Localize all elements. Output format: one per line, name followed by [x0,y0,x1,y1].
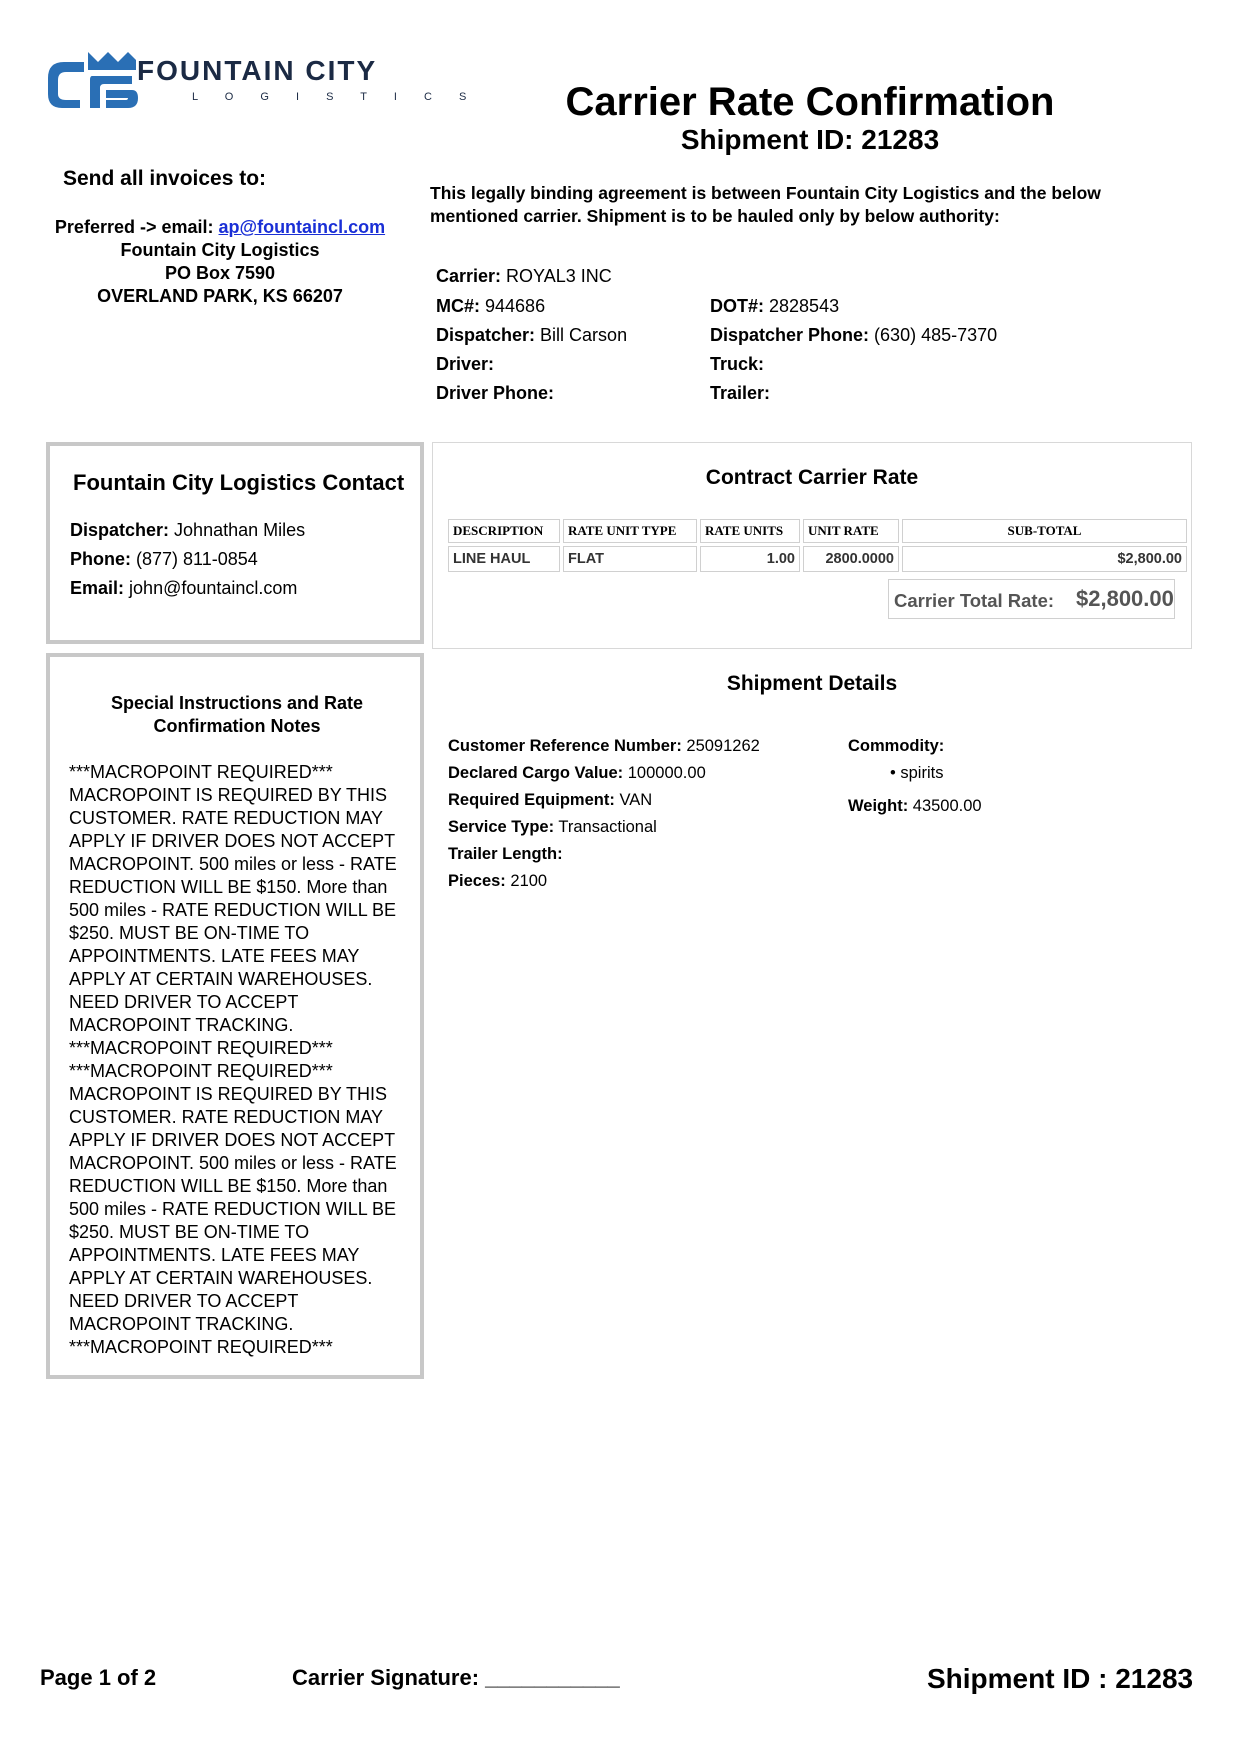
carrier-dispatcher-value: Bill Carson [540,325,628,345]
truck-line: Truck: [710,354,765,374]
col-rate-units: RATE UNITS [700,519,800,543]
details-title: Shipment Details [726,672,898,695]
preferred-label: Preferred -> email: [54,217,214,237]
cell-unit-rate: 2800.0000 [803,546,899,572]
cell-description: LINE HAUL [448,546,560,572]
invoice-email-link[interactable]: ap@fountaincl.com [218,217,386,237]
rate-header-row [448,519,1187,543]
logo-subtitle: L O G I S T I C S [192,91,479,103]
carrier-value: ROYAL3 INC [506,266,612,286]
mc-line: MC#: 944686 [436,296,546,316]
equipment-line: Required Equipment: VAN [448,791,653,809]
col-description: DESCRIPTION [448,519,560,543]
trailer-length-line: Trailer Length: [448,845,563,863]
service-type-line: Service Type: Transactional [448,818,657,836]
dot-value: 2828543 [769,296,840,316]
weight-line: Weight: 43500.00 [848,797,982,815]
cargo-value-line: Declared Cargo Value: 100000.00 [448,764,706,782]
rate-table [445,516,1190,575]
driver-phone-line: Driver Phone: [436,383,555,403]
notes-text: ***MACROPOINT REQUIRED*** MACROPOINT IS REQUIRED BY THIS CUSTOMER. RATE REDUCTION MAY APPLY IF DRIVER DOES NOT ACCEPT MACROPOINT. 500 miles or less - RATE REDUCTION WILL BE $150. More than 500 miles - RATE REDUCTION WILL BE $250. MUST BE ON-TIME TO APPOINTMENTS. LATE FEES MAY APPLY AT CERTAIN WAREHOUSES. NEED DRIVER TO ACCEPT MACROPOINT TRACKING. ***MACROPOINT REQUIRED*** ***MACROPOINT REQUIRED*** MACROPOINT IS REQUIRED BY THIS CUSTOMER. RATE REDUCTION MAY APPLY IF DRIVER DOES NOT ACCEPT MACROPOINT. 500 miles or less - RATE REDUCTION WILL BE $150. More than 500 miles - RATE REDUCTION WILL BE $250. MUST BE ON-TIME TO APPOINTMENTS. LATE FEES MAY APPLY AT CERTAIN WAREHOUSES. NEED DRIVER TO ACCEPT MACROPOINT TRACKING. ***MACROPOINT REQUIRED*** [69,762,397,1357]
invoice-po-box: PO Box 7590 [164,263,276,283]
carrier-dispatcher-line: Dispatcher: Bill Carson [436,325,628,345]
page-number: Page 1 of 2 [40,1665,157,1690]
invoice-city: OVERLAND PARK, KS 66207 [97,286,343,306]
col-rate-unit-type: RATE UNIT TYPE [563,519,697,543]
col-subtotal: SUB-TOTAL [902,519,1187,543]
cell-unit-type: FLAT [563,546,697,572]
trailer-line: Trailer: [710,383,771,403]
dispatcher-phone-value: (630) 485-7370 [874,325,998,345]
mc-value: 944686 [485,296,546,316]
contact-title: Fountain City Logistics Contact [73,470,405,495]
dot-line: DOT#: 2828543 [710,296,840,316]
pieces-line: Pieces: 2100 [448,872,548,890]
agreement-text: This legally binding agreement is between Fountain City Logistics and the below mentioned carrier. Shipment is to be hauled only by below authority: [430,183,1101,226]
cell-subtotal: $2,800.00 [902,546,1187,572]
logo-name: FOUNTAIN CITY [137,55,378,86]
page-title: Carrier Rate Confirmation [565,80,1055,124]
contact-phone: Phone: (877) 811-0854 [70,549,258,569]
carrier-line: Carrier: ROYAL3 INC [436,266,612,286]
total-value: $2,800.00 [1076,586,1174,611]
footer-shipment-id: Shipment ID : 21283 [927,1663,1194,1694]
invoice-address [40,216,400,308]
commodity-item: • spirits [890,764,944,782]
total-label: Carrier Total Rate: [894,590,1055,611]
invoice-company: Fountain City Logistics [120,240,320,260]
dispatcher-phone-line: Dispatcher Phone: (630) 485-7370 [710,325,998,345]
col-unit-rate: UNIT RATE [803,519,899,543]
carrier-signature-line[interactable]: Carrier Signature: ___________ [292,1665,620,1690]
customer-ref-line: Customer Reference Number: 25091262 [448,737,760,755]
shipment-id: Shipment ID: 21283 [680,124,940,155]
cell-units: 1.00 [700,546,800,572]
commodity-label: Commodity: [848,737,945,755]
rate-title: Contract Carrier Rate [705,466,919,489]
notes-title: Special Instructions and Rate Confirmation Notes [110,693,364,736]
table-row [448,546,1187,572]
contact-email: Email: john@fountaincl.com [70,578,298,598]
contact-dispatcher: Dispatcher: Johnathan Miles [70,520,306,540]
invoice-heading: Send all invoices to: [63,167,267,190]
driver-line: Driver: [436,354,495,374]
